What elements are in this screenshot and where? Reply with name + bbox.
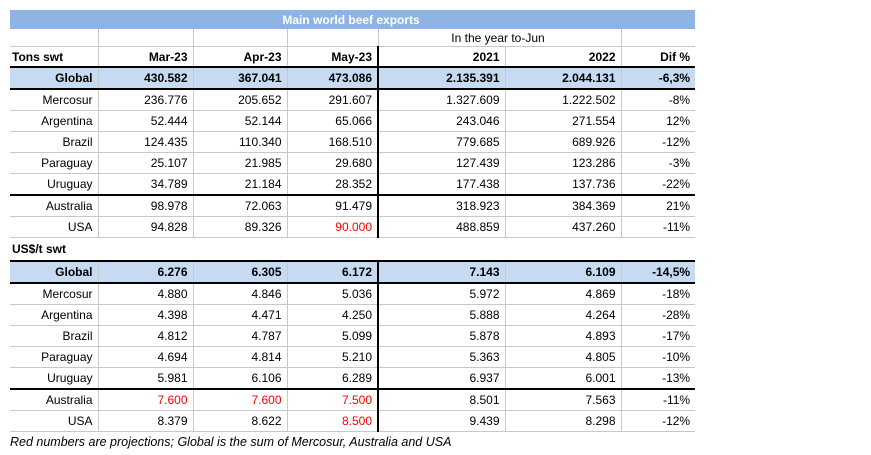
cell-2021: 5.888: [378, 305, 505, 326]
cell-2021: 5.878: [378, 326, 505, 347]
table-row-usa: [10, 217, 695, 238]
cell-dif: -28%: [621, 305, 695, 326]
cell-mar-23: 8.379: [98, 411, 193, 432]
cell-dif: 12%: [621, 111, 695, 132]
footnote: Red numbers are projections; Global is the sum of Mercosur, Australia and USA: [10, 435, 452, 449]
table-row-mercosur: [10, 283, 695, 305]
cell-mar-23: 4.398: [98, 305, 193, 326]
cell-2021: 5.363: [378, 347, 505, 368]
cell-mar-23: 98.978: [98, 195, 193, 217]
cell-apr-23: 52.144: [193, 111, 287, 132]
row-label: Paraguay: [10, 153, 98, 174]
table-row-brazil: [10, 326, 695, 347]
cell-apr-23: 4.787: [193, 326, 287, 347]
year-span-label: In the year to-Jun: [378, 29, 621, 47]
column-header-dif-pct: Dif %: [621, 47, 695, 68]
cell-2022: 4.869: [505, 283, 621, 305]
cell-dif: -10%: [621, 347, 695, 368]
beef-exports-table: [10, 10, 695, 432]
table-row-global: [10, 67, 695, 89]
cell-may-23: 291.607: [287, 89, 378, 111]
cell-may-23: 5.099: [287, 326, 378, 347]
section-label-us-t-swt: US$/t swt: [10, 238, 695, 262]
section-label-row: [10, 238, 695, 262]
cell-2021: 779.685: [378, 132, 505, 153]
cell-apr-23: 7.600: [193, 389, 287, 411]
column-header-2022: 2022: [505, 47, 621, 68]
row-label: Australia: [10, 195, 98, 217]
cell-dif: -3%: [621, 153, 695, 174]
cell-2021: 8.501: [378, 389, 505, 411]
cell-2022: 6.001: [505, 368, 621, 390]
cell-may-23: 91.479: [287, 195, 378, 217]
cell-2021: 243.046: [378, 111, 505, 132]
cell-mar-23: 52.444: [98, 111, 193, 132]
cell-may-23: 6.289: [287, 368, 378, 390]
row-label: Brazil: [10, 326, 98, 347]
cell-2022: 4.805: [505, 347, 621, 368]
cell-may-23: 28.352: [287, 174, 378, 196]
cell-may-23: 168.510: [287, 132, 378, 153]
cell-apr-23: 8.622: [193, 411, 287, 432]
cell-may-23: 4.250: [287, 305, 378, 326]
cell-dif: -22%: [621, 174, 695, 196]
cell-2021: 9.439: [378, 411, 505, 432]
cell-mar-23: 7.600: [98, 389, 193, 411]
cell-may-23: 8.500: [287, 411, 378, 432]
cell-2021: 2.135.391: [378, 67, 505, 89]
spacer-cell: [621, 29, 695, 47]
cell-2022: 137.736: [505, 174, 621, 196]
spacer-cell: [98, 29, 193, 47]
cell-2022: 2.044.131: [505, 67, 621, 89]
cell-2022: 1.222.502: [505, 89, 621, 111]
cell-dif: -11%: [621, 217, 695, 238]
cell-2022: 7.563: [505, 389, 621, 411]
cell-2022: 4.893: [505, 326, 621, 347]
cell-may-23: 29.680: [287, 153, 378, 174]
cell-may-23: 473.086: [287, 67, 378, 89]
cell-mar-23: 4.694: [98, 347, 193, 368]
cell-2021: 6.937: [378, 368, 505, 390]
row-label: Uruguay: [10, 174, 98, 196]
spacer-cell: [193, 29, 287, 47]
cell-2022: 271.554: [505, 111, 621, 132]
column-header-may-23: May-23: [287, 47, 378, 68]
table-row-paraguay: [10, 347, 695, 368]
cell-mar-23: 430.582: [98, 67, 193, 89]
cell-apr-23: 205.652: [193, 89, 287, 111]
cell-dif: -13%: [621, 368, 695, 390]
table-row-australia: [10, 195, 695, 217]
table-row-usa: [10, 411, 695, 432]
row-label: Global: [10, 67, 98, 89]
row-label: Argentina: [10, 111, 98, 132]
cell-mar-23: 25.107: [98, 153, 193, 174]
table-row-australia: [10, 389, 695, 411]
cell-apr-23: 6.305: [193, 261, 287, 283]
cell-mar-23: 5.981: [98, 368, 193, 390]
cell-2021: 127.439: [378, 153, 505, 174]
table-row-uruguay: [10, 368, 695, 390]
cell-apr-23: 21.184: [193, 174, 287, 196]
table-row-paraguay: [10, 153, 695, 174]
cell-apr-23: 367.041: [193, 67, 287, 89]
cell-dif: -12%: [621, 411, 695, 432]
row-label: Uruguay: [10, 368, 98, 390]
spacer-cell: [287, 29, 378, 47]
cell-2021: 5.972: [378, 283, 505, 305]
cell-may-23: 7.500: [287, 389, 378, 411]
table-title-row: [10, 10, 695, 29]
cell-2021: 177.438: [378, 174, 505, 196]
table-row-argentina: [10, 111, 695, 132]
row-label: Australia: [10, 389, 98, 411]
cell-2022: 8.298: [505, 411, 621, 432]
cell-2022: 689.926: [505, 132, 621, 153]
table-row-argentina: [10, 305, 695, 326]
cell-2022: 437.260: [505, 217, 621, 238]
cell-apr-23: 21.985: [193, 153, 287, 174]
cell-mar-23: 4.880: [98, 283, 193, 305]
spacer-cell: [10, 29, 98, 47]
table-row-global: [10, 261, 695, 283]
cell-apr-23: 4.471: [193, 305, 287, 326]
table-row-mercosur: [10, 89, 695, 111]
cell-mar-23: 94.828: [98, 217, 193, 238]
column-header-apr-23: Apr-23: [193, 47, 287, 68]
cell-apr-23: 6.106: [193, 368, 287, 390]
cell-mar-23: 4.812: [98, 326, 193, 347]
cell-2021: 1.327.609: [378, 89, 505, 111]
cell-2021: 318.923: [378, 195, 505, 217]
cell-mar-23: 124.435: [98, 132, 193, 153]
row-label: Mercosur: [10, 89, 98, 111]
cell-apr-23: 72.063: [193, 195, 287, 217]
cell-dif: -11%: [621, 389, 695, 411]
row-label: Brazil: [10, 132, 98, 153]
column-header-row: [10, 47, 695, 68]
cell-dif: -12%: [621, 132, 695, 153]
cell-2022: 123.286: [505, 153, 621, 174]
cell-dif: -17%: [621, 326, 695, 347]
cell-may-23: 5.036: [287, 283, 378, 305]
cell-may-23: 5.210: [287, 347, 378, 368]
row-label: USA: [10, 411, 98, 432]
cell-may-23: 65.066: [287, 111, 378, 132]
cell-mar-23: 236.776: [98, 89, 193, 111]
row-label: Global: [10, 261, 98, 283]
cell-may-23: 6.172: [287, 261, 378, 283]
cell-2022: 6.109: [505, 261, 621, 283]
row-label: Mercosur: [10, 283, 98, 305]
cell-may-23: 90.000: [287, 217, 378, 238]
column-header-mar-23: Mar-23: [98, 47, 193, 68]
row-label: Argentina: [10, 305, 98, 326]
cell-2021: 7.143: [378, 261, 505, 283]
year-span-row: [10, 29, 695, 47]
cell-dif: 21%: [621, 195, 695, 217]
cell-2022: 384.369: [505, 195, 621, 217]
cell-apr-23: 110.340: [193, 132, 287, 153]
cell-apr-23: 4.814: [193, 347, 287, 368]
cell-2021: 488.859: [378, 217, 505, 238]
cell-dif: -8%: [621, 89, 695, 111]
cell-mar-23: 6.276: [98, 261, 193, 283]
cell-apr-23: 4.846: [193, 283, 287, 305]
table-body: [10, 67, 695, 432]
cell-apr-23: 89.326: [193, 217, 287, 238]
cell-2022: 4.264: [505, 305, 621, 326]
table-row-brazil: [10, 132, 695, 153]
row-label: USA: [10, 217, 98, 238]
table-title: Main world beef exports: [10, 10, 695, 29]
cell-dif: -18%: [621, 283, 695, 305]
column-header-tons-swt: Tons swt: [10, 47, 98, 68]
cell-dif: -14,5%: [621, 261, 695, 283]
table-row-uruguay: [10, 174, 695, 196]
row-label: Paraguay: [10, 347, 98, 368]
cell-dif: -6,3%: [621, 67, 695, 89]
cell-mar-23: 34.789: [98, 174, 193, 196]
column-header-2021: 2021: [378, 47, 505, 68]
